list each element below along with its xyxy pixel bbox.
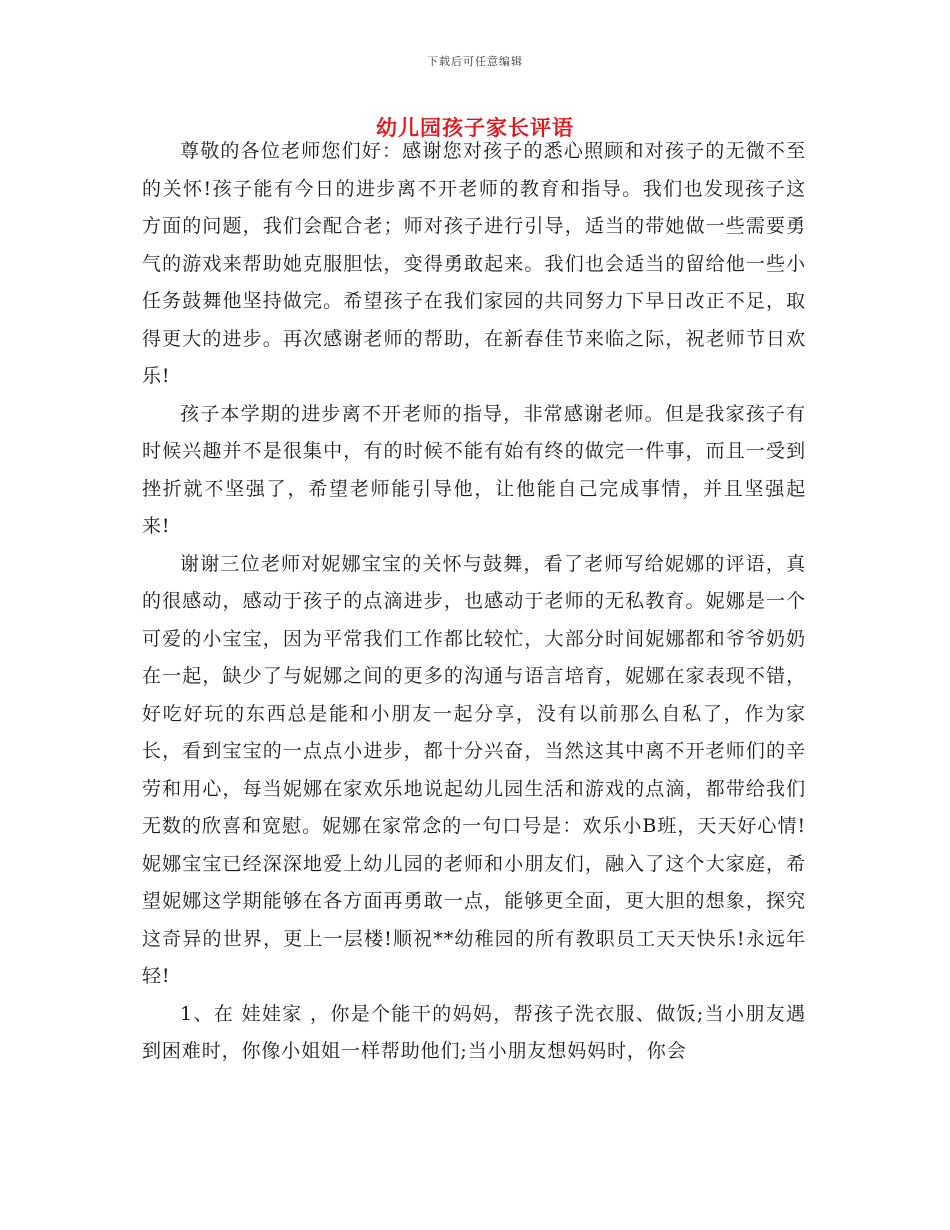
page-header-note: 下载后可任意编辑 xyxy=(427,55,523,68)
paragraph-progress: 孩子本学期的进步离不开老师的指导，非常感谢老师。但是我家孩子有时候兴趣并不是很集中，有的时候不能有始有终的做完一件事，而且一受到挫折就不坚强了，希望老师能引导他，让他能自己完成事情，并且坚强起来! xyxy=(142,402,806,537)
document-title: 幼儿园孩子家长评语 xyxy=(376,115,574,140)
document-body xyxy=(142,133,806,1071)
paragraph-greeting: 尊敬的各位老师您们好：感谢您对孩子的悉心照顾和对孩子的无微不至的关怀!孩子能有今日的进步离不开老师的教育和指导。我们也发现孩子这方面的问题，我们会配合老；师对孩子进行引导，适当的带她做一些需要勇气的游戏来帮助她克服胆怯，变得勇敢起来。我们也会适当的留给他一些小任务鼓舞他坚持做完。希望孩子在我们家园的共同努力下早日改正不足，取得更大的进步。再次感谢老师的帮助，在新春佳节来临之际，祝老师节日欢乐! xyxy=(142,140,806,387)
paragraph-nina: 谢谢三位老师对妮娜宝宝的关怀与鼓舞，看了老师写给妮娜的评语，真的很感动，感动于孩子的点滴进步，也感动于老师的无私教育。妮娜是一个可爱的小宝宝，因为平常我们工作都比较忙，大部分时间妮娜都和爷爷奶奶在一起，缺少了与妮娜之间的更多的沟通与语言培育，妮娜在家表现不错，好吃好玩的东西总是能和小朋友一起分享，没有以前那么自私了，作为家长，看到宝宝的一点点小进步，都十分兴奋，当然这其中离不开老师们的辛劳和用心，每当妮娜在家欢乐地说起幼儿园生活和游戏的点滴，都带给我们无数的欣喜和宽慰。妮娜在家常念的一句口号是：欢乐小B班，天天好心情!妮娜宝宝已经深深地爱上幼儿园的老师和小朋友们，融入了这个大家庭，希望妮娜这学期能够在各方面再勇敢一点，能够更全面，更大胆的想象，探究这奇异的世界，更上一层楼!顺祝**幼稚园的所有教职员工天天快乐!永远年轻! xyxy=(142,552,806,987)
paragraph-item-1: 1、在 娃娃家 ，你是个能干的妈妈，帮孩子洗衣服、做饭;当小朋友遇到困难时，你像小姐姐一样帮助他们;当小朋友想妈妈时，你会 xyxy=(142,1002,806,1062)
